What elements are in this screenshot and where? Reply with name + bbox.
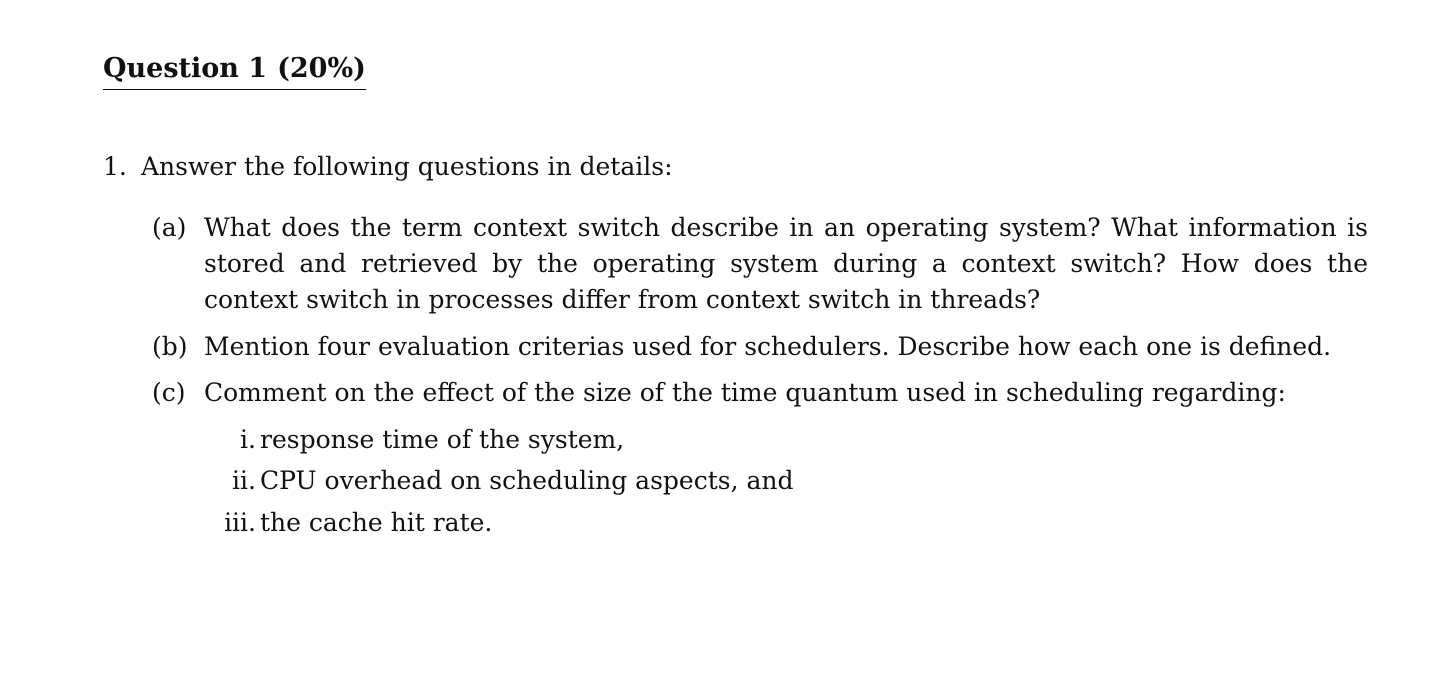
subquestion-label: (b) [152, 332, 188, 361]
subquestion-c [152, 375, 1368, 411]
question-item [103, 149, 673, 185]
subquestion-a [152, 210, 1368, 318]
sub-item-i [204, 422, 624, 458]
item-number: 1. [103, 152, 127, 181]
sub-item-iii [204, 505, 492, 541]
sub-item-label: i. [240, 425, 256, 454]
subquestion-text: Mention four evaluation criterias used for schedulers. Describe how each one is defined. [204, 332, 1332, 361]
subquestion-label: (c) [152, 378, 186, 407]
sub-item-ii [204, 463, 793, 499]
question-heading [103, 50, 366, 90]
sub-item-text: CPU overhead on scheduling aspects, and [260, 466, 794, 495]
subquestion-text: What does the term context switch describe in an operating system? What information is stored and retrieved by the operating system during a context switch? How does the context switch in processes differ from context switch in threads? [204, 213, 1368, 314]
sub-item-text: the cache hit rate. [260, 508, 493, 537]
question-weight: (20%) [277, 53, 366, 84]
subquestion-text: Comment on the effect of the size of the time quantum used in scheduling regarding: [204, 378, 1286, 407]
sub-item-label: ii. [232, 466, 256, 495]
sub-item-label: iii. [224, 508, 256, 537]
question-label: Question 1 [103, 53, 268, 84]
sub-item-text: response time of the system, [260, 425, 625, 454]
subquestion-b [152, 329, 1368, 365]
item-prompt: Answer the following questions in details: [141, 152, 673, 181]
subquestion-label: (a) [152, 213, 187, 242]
